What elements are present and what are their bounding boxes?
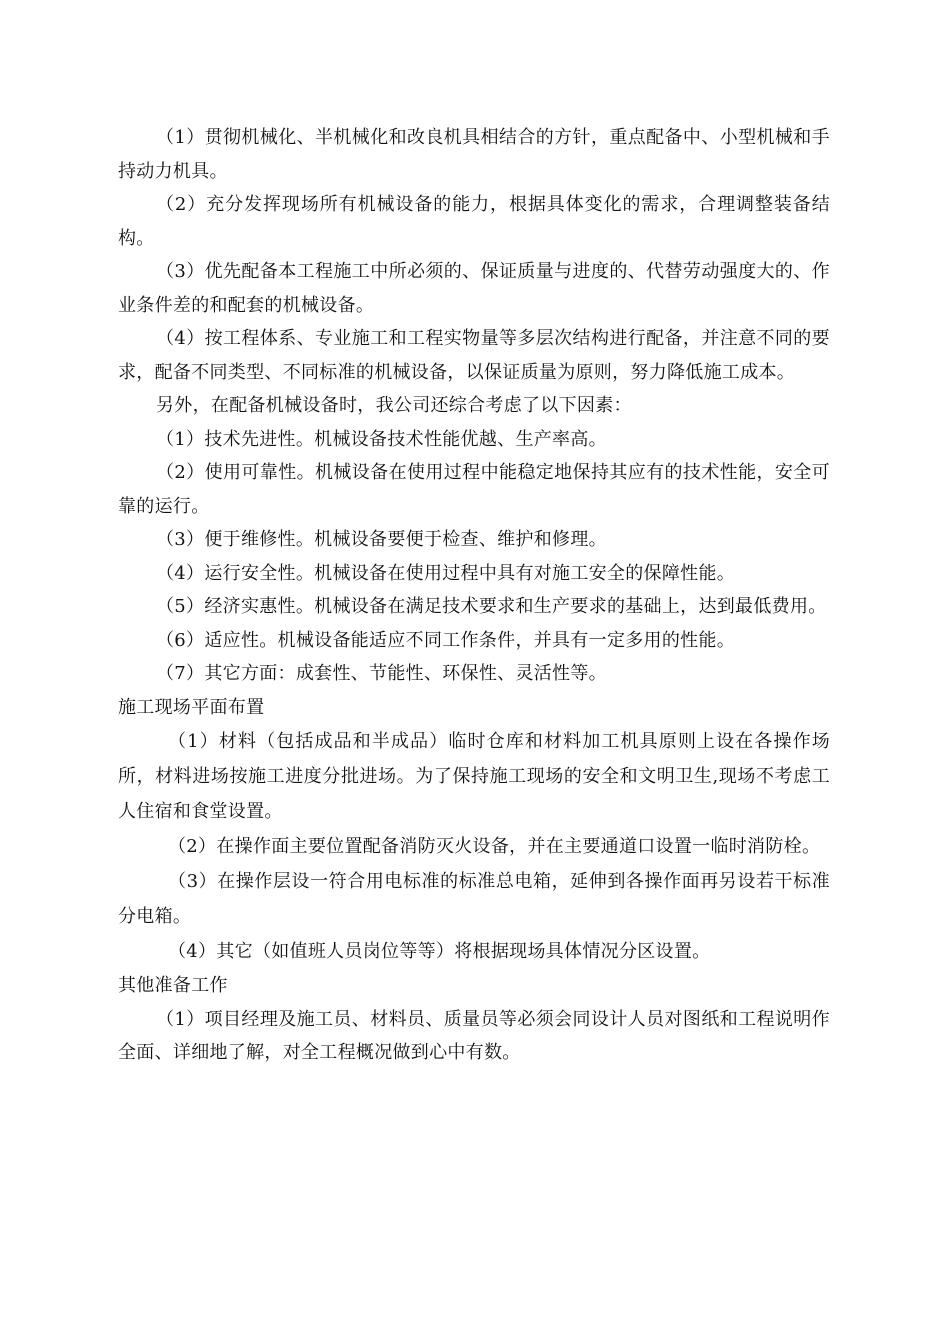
factor-paragraph-2: （2）使用可靠性。机械设备在使用过程中能稳定地保持其应有的技术性能，安全可靠的运行。 (118, 462, 830, 517)
other-preparation-heading: 其他准备工作 (118, 975, 228, 996)
site-layout-paragraph-4: （4）其它（如值班人员岗位等等）将根据现场具体情况分区设置。 (168, 941, 711, 962)
principle-paragraph-4: （4）按工程体系、专业施工和工程实物量等多层次结构进行配备，并注意不同的要求，配备不同类型、不同标准的机械设备，以保证质量为原则，努力降低施工成本。 (118, 328, 830, 383)
other-preparation-paragraph-1: （1）项目经理及施工员、材料员、质量员等必须会同设计人员对图纸和工程说明作全面、详细地了解，对全工程概况做到心中有数。 (118, 1008, 830, 1063)
factor-paragraph-3: （3）便于维修性。机械设备要便于检查、维护和修理。 (156, 529, 607, 550)
factor-paragraph-7: （7）其它方面：成套性、节能性、环保性、灵活性等。 (156, 663, 607, 684)
document-body (118, 121, 830, 1070)
site-layout-paragraph-2: （2）在操作面主要位置配备消防灭火设备，并在主要通道口设置一临时消防栓。 (168, 836, 821, 857)
site-layout-section (118, 691, 830, 970)
factors-intro-paragraph: 另外，在配备机械设备时，我公司还综合考虑了以下因素： (156, 395, 632, 416)
factor-paragraph-4: （4）运行安全性。机械设备在使用过程中具有对施工安全的保障性能。 (156, 562, 736, 584)
factor-paragraph-1: （1）技术先进性。机械设备技术性能优越、生产率高。 (156, 428, 607, 450)
principle-paragraph-3: （3）优先配备本工程施工中所必须的、保证质量与进度的、代替劳动强度大的、作业条件差的和配套的机械设备。 (118, 261, 830, 316)
principle-paragraph-1: （1）贯彻机械化、半机械化和改良机具相结合的方针，重点配备中、小型机械和手持动力机具。 (118, 127, 830, 182)
principle-paragraph-2: （2）充分发挥现场所有机械设备的能力，根据具体变化的需求，合理调整装备结构。 (118, 194, 830, 249)
factor-paragraph-6: （6）适应性。机械设备能适应不同工作条件，并具有一定多用的性能。 (156, 629, 736, 651)
other-preparation-section (118, 969, 830, 1070)
site-layout-paragraph-3: （3）在操作层设一符合用电标准的标准总电箱，延伸到各操作面再另设若干标准分电箱。 (118, 871, 830, 927)
factor-paragraph-5: （5）经济实惠性。机械设备在满足技术要求和生产要求的基础上，达到最低费用。 (156, 596, 827, 617)
equipment-principles-section (118, 121, 830, 691)
site-layout-heading: 施工现场平面布置 (118, 696, 265, 718)
site-layout-paragraph-1: （1）材料（包括成品和半成品）临时仓库和材料加工机具原则上设在各操作场所，材料进场按施工进度分批进场。为了保持施工现场的安全和文明卫生,现场不考虑工人住宿和食堂设置。 (118, 731, 830, 822)
